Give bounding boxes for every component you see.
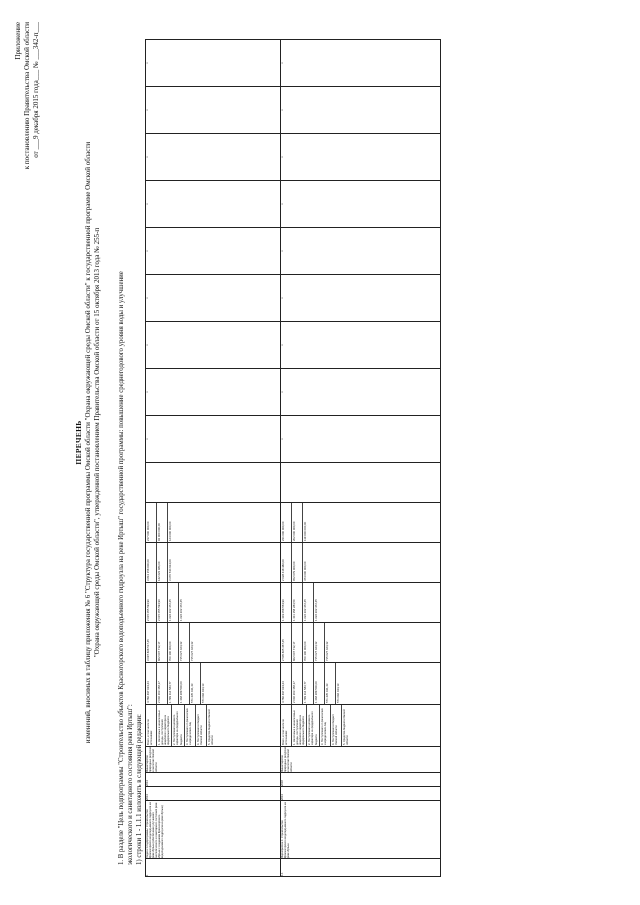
year-value: 1 622 262 472,45 <box>303 583 314 622</box>
appendix-header <box>14 22 41 169</box>
row-name: Мероприятие 1: Строительство Красногорского водоподъемного гидроузла на реке Иртыш <box>281 801 441 859</box>
indicator-mark: x <box>146 369 281 416</box>
year-value: 142 623 086,00 <box>157 543 168 582</box>
total-value: 2 006 203 158,17 <box>292 663 303 704</box>
year-value: 2 505 865 357,45 <box>281 623 292 662</box>
year-value: 1 622 262 472,45 <box>179 599 183 621</box>
indicator-mark: x <box>281 134 441 181</box>
row-sources <box>281 705 441 747</box>
indicator-mark: x <box>146 275 281 322</box>
row-2015 <box>146 583 281 623</box>
indicator-mark: x <box>146 416 281 463</box>
year-value: 217 000 000,00 <box>146 503 157 542</box>
title-heading: ПЕРЕЧЕНЬ <box>74 420 83 465</box>
row-start: 2014 <box>146 787 281 801</box>
changes-table <box>145 0 441 877</box>
year-value: 474 000 000,00 <box>303 561 307 581</box>
year-value: 2 028 618 486,00 <box>281 543 292 582</box>
year-value: 862 007 712,17 <box>157 623 168 662</box>
row-2016 <box>281 543 441 583</box>
total-value: 4 786 497 024,23 <box>146 663 157 704</box>
total-value: 2 006 203 158,17 <box>157 663 168 704</box>
total-value: 571 092 434,13 <box>336 683 340 703</box>
source-item: 3. Поступления от физических и юридических лиц <box>185 705 196 746</box>
source-item: Всего, в том числе по источникам: <box>281 705 292 746</box>
empty-cell <box>281 463 441 503</box>
indicator-mark: x <box>146 87 281 134</box>
total-value: 1 368 289 500,00 <box>314 663 325 704</box>
year-value: 1 622 262 472,45 <box>168 583 179 622</box>
row-2014 <box>281 623 441 663</box>
year-value: 700 100 000,00 <box>168 623 179 662</box>
row-totals <box>281 663 441 705</box>
indicator-mark: x <box>281 181 441 228</box>
intro-line-1: 1. В разделе "Цель подпрограммы "Строительство объектов Красногорского водоподъемного гидроузла на реке Иртыш" государственной программы: повышение среднегодового уровня воды и улучшение <box>118 271 125 865</box>
indicator-mark: x <box>146 40 281 87</box>
year-value: 700 100 000,00 <box>303 623 314 662</box>
indicator-mark: x <box>146 322 281 369</box>
row-2016 <box>146 543 281 583</box>
source-item: 5. Средства бюджета Омской области <box>207 709 214 745</box>
intro-line-3: 1) строки 1 - 1.1.1 изложить в следующей редакции: <box>136 714 143 865</box>
indicator-mark: x <box>281 322 441 369</box>
source-item: 4. Поступления в бюджет Омской области <box>331 705 342 746</box>
total-value: 571 435 431,43 <box>325 663 336 704</box>
year-value: 3 670 534 914,00 <box>168 559 172 581</box>
appendix-date: от ___9 декабря 2015 года___ № ___342-п___ <box>32 22 40 158</box>
total-value: 1 799 114 583,77 <box>168 663 179 704</box>
year-value: 124 000 000,00 <box>168 521 172 541</box>
year-value: 202 000 000,00 <box>292 503 303 542</box>
year-value: 2 015 055 594,90 <box>157 583 168 622</box>
total-value: 1 799 114 583,77 <box>303 663 314 704</box>
intro-line-2: экологического и санитарного состояния реки Иртыш": <box>127 704 134 865</box>
row-executor: Министерство природных ресурсов и экологии Омской области <box>281 747 441 773</box>
row-end: 2014 <box>146 773 281 787</box>
row-2014 <box>146 623 281 663</box>
total-value: 571 435 431,43 <box>190 663 201 704</box>
year-value: 652 079 000,00 <box>292 543 303 582</box>
row-2015 <box>281 583 441 623</box>
year-value: 1 622 262 472,45 <box>314 599 318 621</box>
source-item: 2. Поступления целевого характера из федерального бюджета <box>307 705 319 746</box>
row-sources <box>146 705 281 747</box>
source-item: 1. Налоговые и неналоговые доходы, поступления нецелевого характера из федерального бюджета <box>157 705 172 746</box>
title-line-1: изменений, вносимых в таблицу приложения № 6 "Структура государственной программы Омской области "Охрана окружающей среды Омской области" к государственной программе Омской области <box>83 141 92 744</box>
source-item: 5. Средства бюджета Омской области <box>342 709 349 745</box>
empty-cell <box>146 463 281 503</box>
year-value: 231 000 000,00 <box>281 503 292 542</box>
intro-text <box>117 30 144 865</box>
row-start: 2014 <box>281 787 441 801</box>
indicator-mark: x <box>281 275 441 322</box>
row-2017 <box>281 503 441 543</box>
indicator-mark: x <box>281 369 441 416</box>
indicator-mark: x <box>281 40 441 87</box>
row-number: 1.1 <box>281 859 441 877</box>
year-value: 3 813 158 000,00 <box>146 543 157 582</box>
table-row <box>281 0 441 877</box>
row-name: Задача 1 подпрограммы: Строительство Красногорского водоподъемного гидроузла на реке Иртыш (обеспечение улучшения экологического и санитарного состояния реки Иртыш с созданием Красногорского водоподъемного гидроузла на реке Иртыш) <box>146 801 281 859</box>
source-item: 4. Поступления в бюджет Омской области <box>196 705 207 746</box>
row-2017 <box>146 503 281 543</box>
indicator-mark: x <box>281 416 441 463</box>
table-row <box>146 0 281 877</box>
source-item: 1. Налоговые и неналоговые доходы, поступления нецелевого характера из федерального бюджета <box>292 705 307 746</box>
row-number: 1 <box>146 859 281 877</box>
indicator-mark: x <box>281 228 441 275</box>
row-executor: Министерство природных ресурсов и экологии Омской области <box>146 747 281 773</box>
indicator-mark: x <box>146 228 281 275</box>
total-value: 571 092 434,13 <box>201 683 205 703</box>
year-value: 715 027 424,32 <box>179 623 190 662</box>
year-value: 1 319 058 554,90 <box>281 583 292 622</box>
row-end: 2018 <box>281 773 441 787</box>
year-value: 862 007 712,17 <box>292 623 303 662</box>
source-item: 2. Поступления целевого характера из федерального бюджета <box>172 705 184 746</box>
row-totals <box>146 663 281 705</box>
year-value: 1 311 158 284,50 <box>292 583 303 622</box>
indicator-mark: x <box>146 134 281 181</box>
indicator-mark: x <box>146 181 281 228</box>
title-line-2: "Охрана окружающей среды Омской области", утвержденной постановлением Правительства Омской области от 15 октября 2013 года № 255-п <box>93 227 101 658</box>
appendix-label: Приложение <box>14 22 22 60</box>
appendix-decree: к постановлению Правительства Омской области <box>23 22 31 170</box>
document-title <box>74 60 103 825</box>
year-value: 119 000 000,00 <box>303 521 307 541</box>
total-value: 1 368 289 500,00 <box>179 663 190 704</box>
source-item: 3. Поступления от физических и юридических лиц <box>320 705 331 746</box>
year-value: 3 097 868 517,45 <box>146 623 157 662</box>
total-value: 4 786 497 024,23 <box>281 663 292 704</box>
source-item: Всего, в том числе по источникам: <box>146 705 157 746</box>
year-value: 715 027 424,32 <box>325 641 329 661</box>
indicator-mark: x <box>281 87 441 134</box>
year-value: 2 015 055 594,90 <box>146 583 157 622</box>
year-value: 715 027 424,32 <box>190 641 194 661</box>
year-value: 93 000 000,00 <box>157 503 168 542</box>
year-value: 715 027 424,32 <box>314 623 325 662</box>
